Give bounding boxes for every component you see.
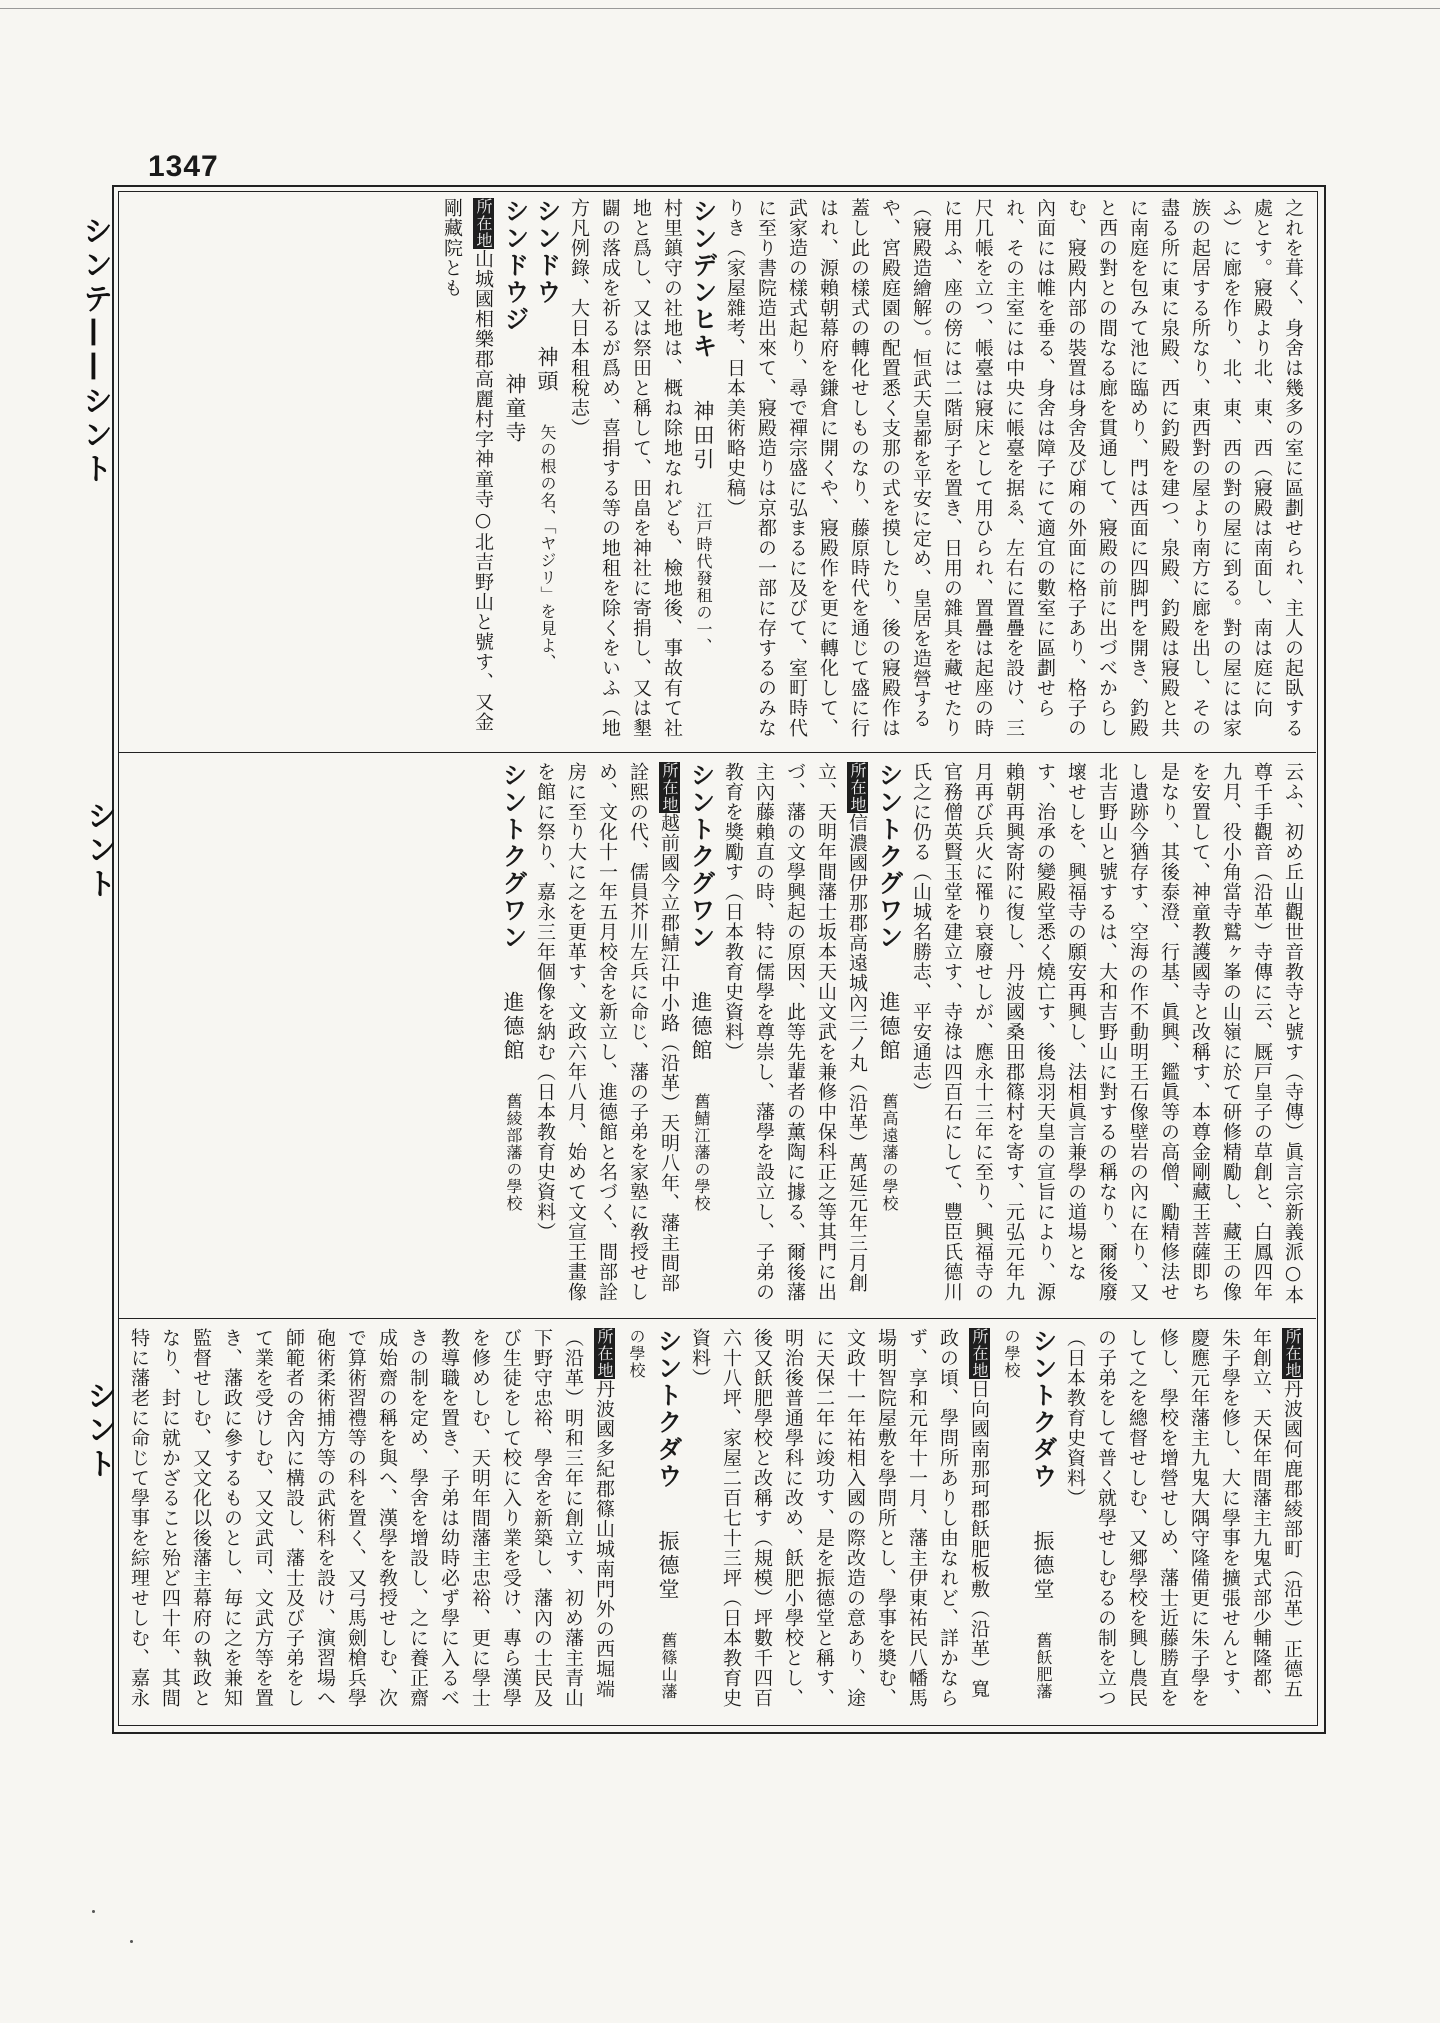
dictionary-entry — [1064, 1328, 1303, 1708]
section-middle — [128, 762, 1308, 1310]
dictionary-entry — [722, 762, 904, 1302]
section-divider — [118, 1318, 1316, 1319]
entry-body: 日向國南那珂郡飫肥板敷（沿革）寬政の頃、學問所ありし由なれど、詳かならず、享和元年十一月、藩主伊東祐民八幡馬場明智院屋敷を學問所とし、學事を奬む、文政十一年祐相入國の際改造の意あり、途に天保二年に竣功す、是を振德堂と稱す、明治後普通學科に改め、飫肥小學校とし、後又飫肥學校と改稱す（規模）坪數千四百六十八坪、家屋二百七十三坪（日本教育史資料） — [689, 1328, 990, 1708]
section-bottom — [128, 1328, 1308, 1716]
entry-heading: シントクダウ — [654, 1328, 683, 1490]
dictionary-entry — [499, 762, 528, 1212]
section-top — [128, 198, 1308, 746]
section-divider — [118, 752, 1316, 753]
entry-annotation: 舊篠山藩の學校 — [627, 1328, 678, 1700]
location-tag: 所在地 — [970, 1328, 989, 1379]
entry-kanji: 振德堂 — [1031, 1530, 1055, 1602]
entry-heading: シントクダウ — [1029, 1328, 1058, 1490]
entry-body: 云ふ、初め丘山觀世音教寺と號す（寺傳）眞言宗新義派○本尊千手觀音（沿革）寺傳に云、厩戸皇子の草創と、白鳳四年九月、役小角當寺鷲ヶ峯の山嶺に於て研修精勵し、藏王の像を安置して、神童教護國寺と改稱す、本尊金剛藏王菩薩即ち是なり、其後泰澄、行基、眞興、鑑眞等の高僧、勵精修法せし遺跡今猶存す、空海の作不動明王石像壁岩の內に在り、又北吉野山と號するは、大和吉野山に對するの稱なり、爾後廢壞せしを、興福寺の願安再興し、法相眞言兼學の道場となす、治承の變殿堂悉く燒亡す、後鳥羽天皇の宣旨により、源賴朝再興寄附に復し、丹波國桑田郡篠村を寄す、元弘元年九月再び兵火に罹り衰廢せしが、應永十三年に至り、興福寺の官務僧英賢玉堂を建立す、寺祿は四百石にして、豐臣氏德川氏之に仍る（山城名勝志、平安通志） — [910, 762, 1304, 1305]
entry-kanji: 神童寺 — [503, 373, 527, 445]
entry-body: 山城國相樂郡高麗村字神童寺○北吉野山と號す、又金剛藏院とも — [441, 198, 494, 732]
location-tag: 所在地 — [1283, 1328, 1302, 1379]
entry-annotation: 矢の根の名、「ヤジリ」を見よ、 — [538, 424, 557, 671]
entry-kanji: 進德館 — [877, 991, 901, 1063]
dictionary-entry — [441, 198, 530, 732]
entry-body: 丹波國何鹿郡綾部町（沿革）正德五年創立、天保年間藩主九鬼式部少輔隆都、朱子學を修し、大に學事を擴張せんとす、慶應元年藩主九鬼大隅守隆備更に朱子學を修し、學校を增營せしめ、藩士近藤勝直をして之を總督せしむ、又郷學校を興し農民の子弟をして普く就學せしむるの制を立つ（日本教育史資料） — [1064, 1328, 1303, 1708]
dictionary-entry — [533, 198, 562, 671]
entry-annotation: 江戸時代發租の一、 — [694, 502, 713, 655]
entry-heading: シンドウ — [533, 198, 562, 306]
entry-body: 村里鎮守の社地は、概ね除地なれども、檢地後、事故有て社地と爲し、又は祭田と稱して、田畠を神社に寄捐し、又は墾闢の落成を祈るが爲め、喜捐する等の地租を除くをいふ（地方凡例錄、大日本租稅志） — [568, 198, 683, 738]
location-tag: 所在地 — [660, 762, 679, 813]
dictionary-entry — [910, 762, 1304, 1305]
running-head: シント — [81, 1380, 116, 1482]
entry-body: 越前國今立郡鯖江中小路（沿革）天明八年、藩主間部詮熙の代、儒員芥川左兵に命じ、藩の子弟を家塾に敎授せしめ、文化十一年五月校舍を新立し、進德館と名づく、間部詮房に至り大に之を更革す、文政六年八月、始めて文宣王畫像を館に祭り、嘉永三年個像を納む（日本教育史資料） — [534, 762, 680, 1302]
speck — [92, 1910, 95, 1913]
entry-annotation: 舊飫肥藩の學校 — [1002, 1328, 1053, 1700]
entry-annotation: 舊鯖江藩の學校 — [692, 1093, 711, 1212]
entry-heading: シンドウジ — [501, 198, 530, 333]
dictionary-entry — [724, 198, 1304, 738]
entry-body: 丹波國多紀郡篠山城南門外の西堀端（沿革）明和三年に創立す、初め藩主青山下野守忠裕、學舍を新築し、藩內の士民及び生徒をして校に入り業を受け、專ら漢學を修めしむ、天明年間藩主忠裕、更に學士教導職を置き、子弟は幼時必ず學に入るべきの制を定め、學舍を增設し、之に養正齋成始齋の稱を與へ、漢學を敎授せしむ、次で算術習禮等の科を置く、又弓馬劍槍兵學砲術柔術捕方等の武術科を設け、演習場へ師範者の舍內に構設し、藩士及び子弟をして業を受けしむ、又文武司、文武方等を置き、藩政に參するものとし、毎に之を兼知監督せしむ、又文化以後藩主幕府の執政となり、封に就かざること殆ど四十年、其間特に藩老に命じて學事を綜理せしむ、嘉永 — [128, 1328, 615, 1708]
entry-body: 之れを葺く、身舍は幾多の室に區劃せられ、主人の起臥する處とす。寢殿より北、東、西（寢殿は南面し、南は庭に向ふ）に廊を作り、北、東、西の對の屋に到る。對の屋には家族の起居する所なり、東西對の屋より南方に廊を出し、その盡る所に東に泉殿、西に釣殿を建つ、泉殿、釣殿は寢殿と共に南庭を包みて池に臨めり、門は西面に四脚門を開き、釣殿と西の對との間なる廊を貫通して、寢殿の前に出づべからしむ、寢殿内部の裝置は身舍及び廂の外面に格子あり、格子の內面には帷を垂る、身舍は障子にて適宜の數室に區劃せられ、その主室には中央に帳臺を据ゑ、左右に置疊を設け、三尺几帳を立つ、帳臺は寢床として用ひられ、置疊は起座の時に用ふ、座の傍には二階厨子を置き、日用の雜具を藏せたり（寢殿造繪解）。恒武天皇都を平安に定め、皇居を造營するや、宮殿庭園の配置悉く支那の式を摸したり、後の寢殿作は蓋し此の樣式の轉化せしものなり、藤原時代を通じて盛に行はれ、源賴朝幕府を鎌倉に開くや、寢殿作を更に轉化して、武家造の樣式起り、尋で禪宗盛に弘まるに及びて、室町時代に至り書院造出來て、寢殿造りは京都の一部に存するのみなりき（家屋雜考、日本美術略史稿） — [724, 198, 1304, 738]
dictionary-entry — [128, 1328, 683, 1708]
location-tag: 所在地 — [848, 762, 867, 813]
entry-kanji: 神頭 — [535, 346, 559, 394]
dictionary-entry — [568, 198, 718, 738]
entry-heading: シントクグワン — [875, 762, 904, 951]
page-number: 1347 — [148, 150, 219, 183]
running-head: シンテ——シント — [77, 215, 112, 487]
location-tag: 所在地 — [474, 198, 493, 249]
dictionary-entry — [534, 762, 716, 1302]
entry-annotation: 舊綾部藩の學校 — [504, 1093, 523, 1212]
entry-body: 信濃國伊那郡高遠城內三ノ丸（沿革）萬延元年三月創立、天明年間藩士坂本天山文武を兼修中保科正之等其門に出づ、藩の文學興起の原因、此等先輩者の薰陶に據る、爾後藩主內藤賴直の時、特に儒學を尊崇し、藩學を設立し、子弟の教育を獎勵す（日本教育史資料） — [722, 762, 868, 1302]
entry-heading: シントクグワン — [499, 762, 528, 951]
speck — [130, 1940, 133, 1943]
entry-kanji: 振德堂 — [656, 1530, 680, 1602]
entry-annotation: 舊高遠藩の學校 — [880, 1093, 899, 1212]
entry-kanji: 進德館 — [689, 991, 713, 1063]
entry-kanji: 神田引 — [691, 400, 715, 472]
entry-heading: シンデンヒキ — [689, 198, 718, 360]
entry-kanji: 進德館 — [501, 991, 525, 1063]
top-rule — [0, 8, 1440, 9]
location-tag: 所在地 — [595, 1328, 614, 1379]
dictionary-entry — [689, 1328, 1058, 1708]
running-head: シント — [81, 800, 116, 902]
entry-heading: シントクグワン — [687, 762, 716, 951]
